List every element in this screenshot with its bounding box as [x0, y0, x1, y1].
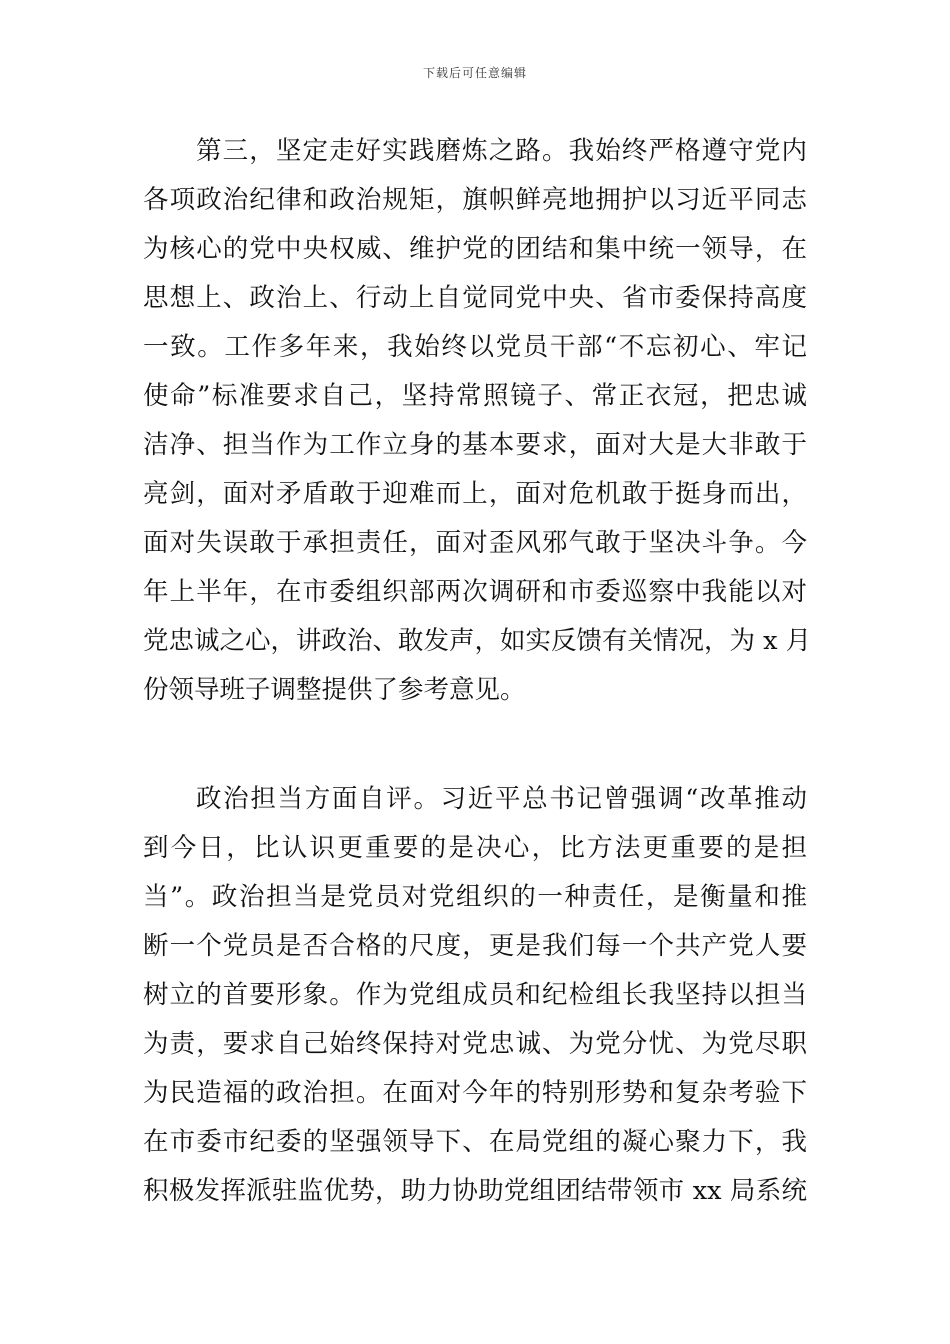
paragraph-1-line: 亮剑，面对矛盾敢于迎难而上，面对危机敢于挺身而出， [143, 479, 807, 509]
paragraph-2-line: 树立的首要形象。作为党组成员和纪检组长我坚持以担当 [143, 980, 807, 1010]
paragraph-1-line: 份领导班子调整提供了参考意见。 [143, 675, 526, 705]
paragraph-1-line: 为核心的党中央权威、维护党的团结和集中统一领导，在 [143, 234, 807, 264]
paragraph-1-line: 各项政治纪律和政治规矩，旗帜鲜亮地拥护以习近平同志 [143, 185, 807, 215]
paragraph-1-line: 年上半年，在市委组织部两次调研和市委巡察中我能以对 [143, 577, 807, 607]
paragraph-2-line: 在市委市纪委的坚强领导下、在局党组的凝心聚力下，我 [143, 1127, 807, 1157]
paragraph-1-line: 第三，坚定走好实践磨炼之路。我始终严格遵守党内 [196, 136, 807, 166]
paragraph-2-line: 积极发挥派驻监优势，助力协助党组团结带领市 xx 局系统 [143, 1176, 807, 1206]
paragraph-2-line: 政治担当方面自评。习近平总书记曾强调“改革推动 [196, 784, 807, 814]
paragraph-1-line: 一致。工作多年来，我始终以党员干部“不忘初心、牢记 [143, 332, 807, 362]
paragraph-2-line: 到今日，比认识更重要的是决心，比方法更重要的是担 [143, 833, 807, 863]
paragraph-2-line: 为民造福的政治担。在面对今年的特别形势和复杂考验下 [143, 1078, 807, 1108]
paragraph-2-line: 为责，要求自己始终保持对党忠诚、为党分忧、为党尽职 [143, 1029, 807, 1059]
paragraph-1-line: 党忠诚之心，讲政治、敢发声，如实反馈有关情况，为 x 月 [143, 626, 812, 656]
paragraph-1-line: 洁净、担当作为工作立身的基本要求，面对大是大非敢于 [143, 430, 807, 460]
paragraph-1-line: 思想上、政治上、行动上自觉同党中央、省市委保持高度 [143, 283, 807, 313]
paragraph-1-line: 面对失误敢于承担责任，面对歪风邪气敢于坚决斗争。今 [143, 528, 807, 558]
paragraph-2-line: 当”。政治担当是党员对党组织的一种责任，是衡量和推 [143, 882, 807, 912]
paragraph-1-line: 使命”标准要求自己，坚持常照镜子、常正衣冠，把忠诚 [143, 381, 807, 411]
header-note: 下载后可任意编辑 [422, 66, 527, 80]
paragraph-2-line: 断一个党员是否合格的尺度，更是我们每一个共产党人要 [143, 931, 807, 961]
